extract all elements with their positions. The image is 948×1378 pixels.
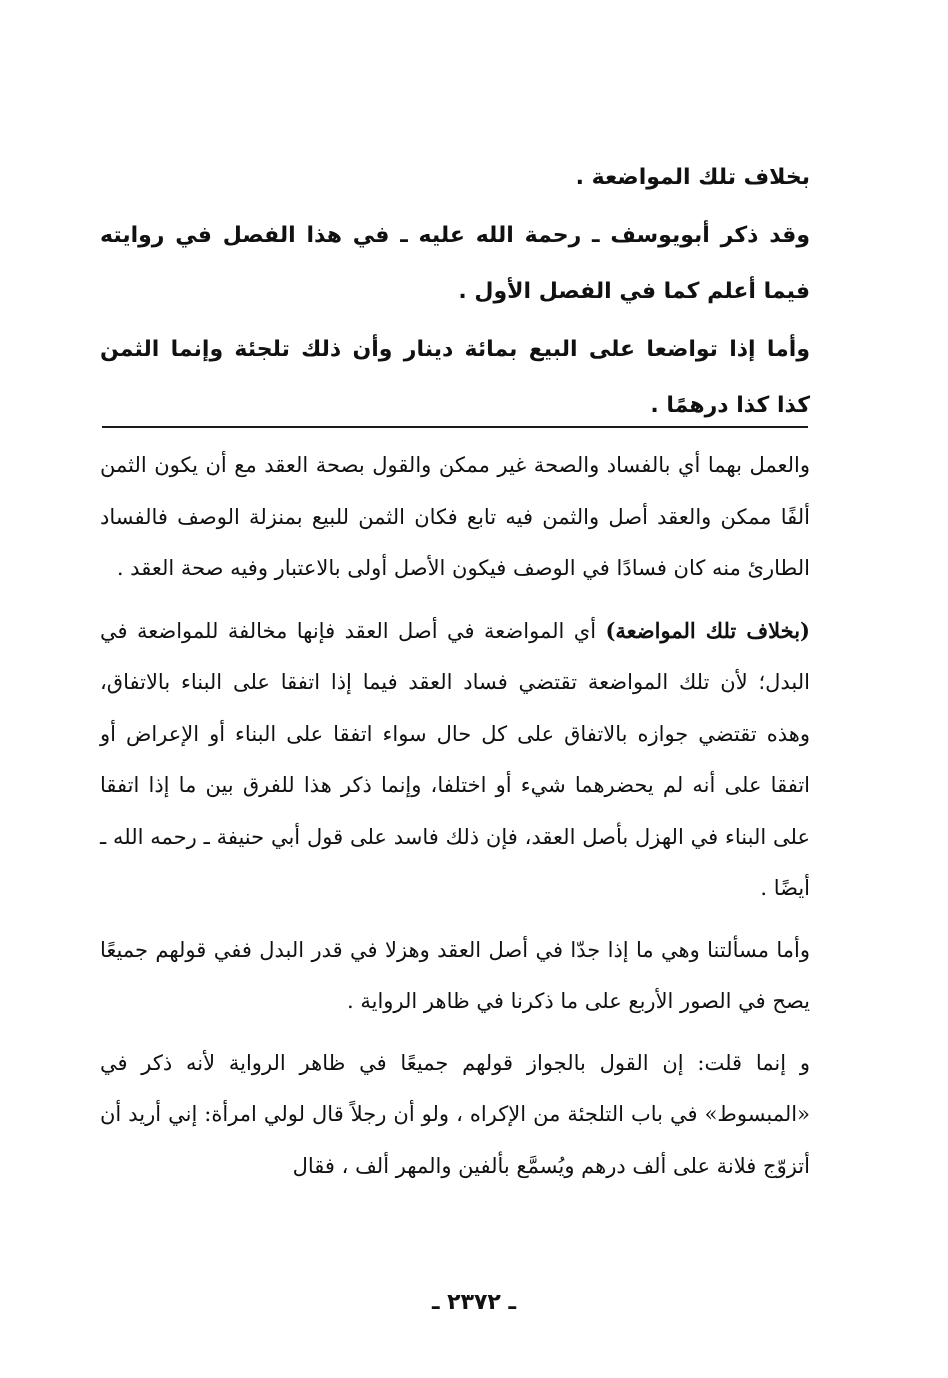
main-text-block — [100, 150, 810, 436]
commentary-text: أي المواضعة في أصل العقد فإنها مخالفة للمواضعة في البدل؛ لأن تلك المواضعة تقتضي فساد العقد فيما إذا اتفقا على البناء بالاتفاق، وهذه تقتضي جوازه بالاتفاق على كل حال سواء اتفقا على البناء أو الإعراض أو اتفقا على أنه لم يحضرهما شيء أو اختلفا، وإنما ذكر هذا للفرق بين ما إذا اتفقا على البناء في الهزل بأصل العقد، فإن ذلك فاسد على قول أبي حنيفة ـ رحمه الله ـ أيضًا . — [100, 618, 810, 900]
main-text-paragraph: بخلاف تلك المواضعة . — [575, 165, 810, 190]
commentary-block — [100, 440, 810, 1202]
section-divider — [102, 426, 808, 428]
main-text-paragraph: وقد ذكر أبويوسف ـ رحمة الله عليه ـ في هذا الفصل في روايته فيما أعلم كما في الفصل الأول . — [100, 223, 810, 304]
commentary-paragraph — [100, 605, 810, 915]
quoted-main-text: (بخلاف تلك المواضعة) — [605, 617, 810, 643]
main-text-paragraph: وأما إذا تواضعا على البيع بمائة دينار وأن ذلك تلجئة وإنما الثمن كذا كذا درهمًا . — [100, 337, 810, 418]
page-number: ـ ٢٣٧٢ ـ — [431, 1290, 517, 1315]
commentary-paragraph: والعمل بهما أي بالفساد والصحة غير ممكن والقول بصحة العقد مع أن يكون الثمن ألفًا ممكن والعقد أصل والثمن فيه تابع فكان الثمن للبيع بمنزلة الوصف فالفساد الطارئ منه كان فسادًا في الوصف فيكون الأصل أولى بالاعتبار وفيه صحة العقد . — [100, 453, 810, 580]
commentary-paragraph: وأما مسألتنا وهي ما إذا جدّا في أصل العقد وهزلا في قدر البدل ففي قولهم جميعًا يصح في الصور الأربع على ما ذكرنا في ظاهر الرواية . — [100, 937, 810, 1013]
commentary-paragraph: و إنما قلت: إن القول بالجواز قولهم جميعًا في ظاهر الرواية لأنه ذكر في «المبسوط» في باب التلجئة من الإكراه ، ولو أن رجلاً قال لولي امرأة: إني أريد أن أتزوّج فلانة على ألف درهم ويُسمَّع بألفين والمهر ألف ، فقال — [100, 1050, 810, 1178]
